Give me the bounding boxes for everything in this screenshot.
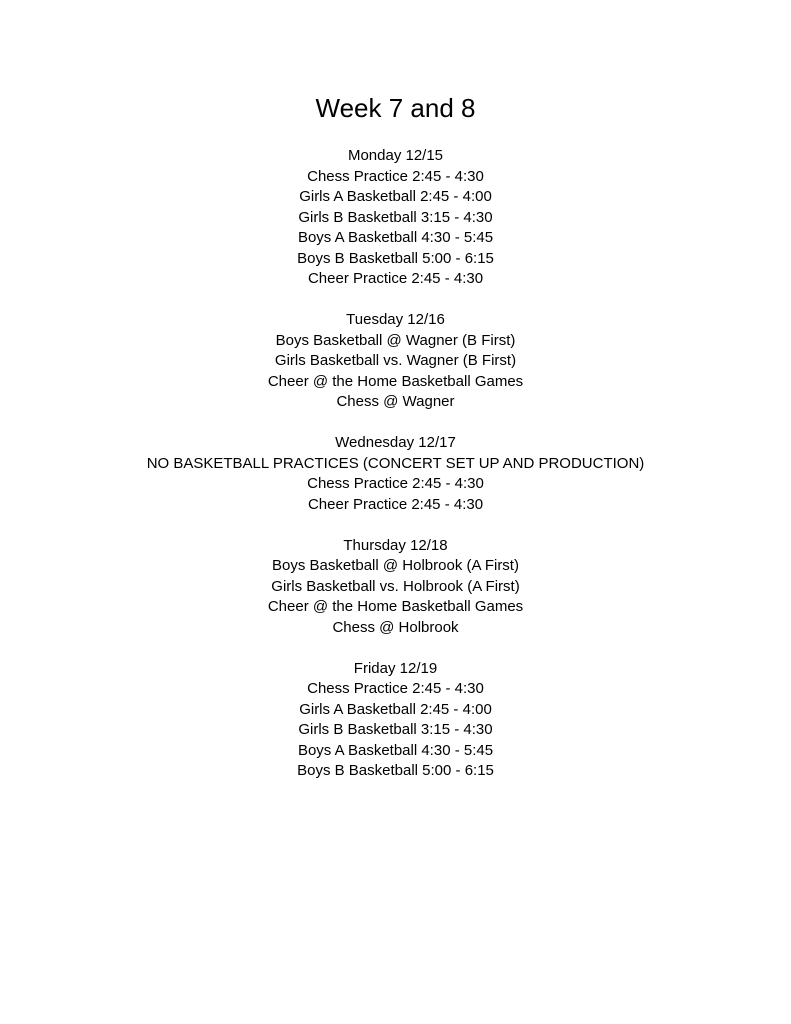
schedule-item: Girls Basketball vs. Wagner (B First)	[274, 352, 517, 369]
schedule-item: Girls A Basketball 2:45 - 4:00	[299, 188, 492, 205]
schedule-item: Girls A Basketball 2:45 - 4:00	[299, 700, 492, 718]
schedule-item: Cheer Practice 2:45 - 4:30	[307, 270, 484, 287]
schedule-item: Cheer @ the Home Basketball Games	[267, 598, 524, 615]
schedule-item: Chess @ Holbrook	[332, 618, 459, 636]
schedule-item: NO BASKETBALL PRACTICES (CONCERT SET UP AND PRODUCTION)	[146, 454, 645, 472]
schedule-item: Girls B Basketball 3:15 - 4:30	[298, 721, 493, 738]
day-section	[0, 536, 791, 639]
schedule-item: Boys Basketball @ Holbrook (A First)	[272, 557, 519, 574]
schedule-item: Cheer Practice 2:45 - 4:30	[307, 495, 484, 513]
day-section	[0, 146, 791, 290]
schedule-item: Girls B Basketball 3:15 - 4:30	[298, 208, 493, 226]
day-section	[0, 310, 791, 413]
day-heading: Wednesday 12/17	[335, 434, 456, 451]
day-section	[0, 433, 791, 515]
day-section	[0, 659, 791, 782]
schedule-item: Chess Practice 2:45 - 4:30	[307, 167, 484, 185]
schedule	[0, 146, 791, 802]
schedule-item: Chess Practice 2:45 - 4:30	[307, 680, 484, 697]
page-title: Week 7 and 8	[315, 93, 476, 123]
schedule-item: Chess Practice 2:45 - 4:30	[307, 475, 484, 492]
schedule-item: Boys B Basketball 5:00 - 6:15	[297, 762, 494, 779]
schedule-item: Boys A Basketball 4:30 - 5:45	[297, 741, 494, 759]
schedule-item: Boys A Basketball 4:30 - 5:45	[297, 229, 494, 246]
day-heading: Thursday 12/18	[343, 536, 448, 554]
schedule-item: Chess @ Wagner	[336, 393, 455, 410]
day-heading: Tuesday 12/16	[346, 311, 445, 328]
schedule-item: Boys Basketball @ Wagner (B First)	[275, 331, 516, 349]
schedule-item: Girls Basketball vs. Holbrook (A First)	[271, 577, 520, 595]
day-heading: Monday 12/15	[347, 147, 444, 164]
day-heading: Friday 12/19	[353, 659, 438, 677]
schedule-item: Cheer @ the Home Basketball Games	[267, 372, 524, 390]
schedule-item: Boys B Basketball 5:00 - 6:15	[297, 249, 494, 267]
